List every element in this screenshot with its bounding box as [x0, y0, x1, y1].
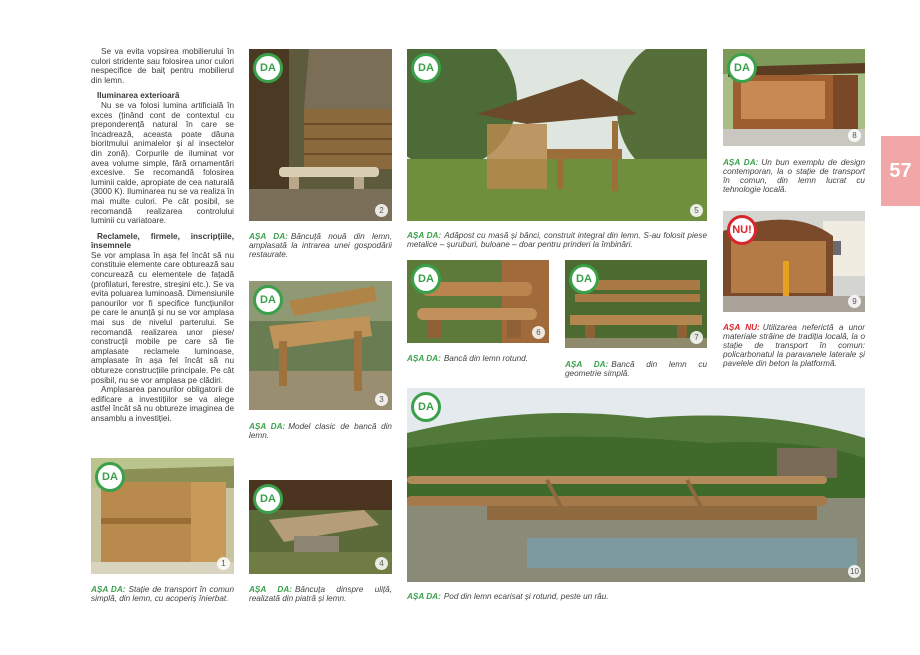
caption-text: Băncuța dinspre uliță, realizată din piatră și lemn. [249, 585, 393, 603]
photo-1-bus-stop-wood [91, 458, 234, 574]
caption-label: AȘA DA: [407, 354, 441, 363]
caption-label: AȘA NU: [723, 323, 760, 332]
page-number-tab: 57 [881, 136, 920, 206]
caption-text: Model clasic de bancă din lemn. [249, 422, 392, 440]
caption-label: AȘA DA: [565, 360, 609, 369]
caption-text: Băncuță nouă din lemn, amplasată la intrarea unei gospodării restaurate. [249, 232, 393, 259]
caption-text: Adăpost cu masă și bănci, construit integral din lemn. S-au folosit piese metalice – șuruburi, buloane – doar pentru prinderi la îmbinări. [407, 231, 707, 249]
photo-8-contemporary-bus-stop [723, 49, 865, 146]
badge-yes: DA [95, 462, 125, 492]
photo-6-round-log-bench [407, 260, 549, 343]
photo-number: 6 [532, 326, 545, 339]
photo-number: 2 [375, 204, 388, 217]
caption-text: Bancă din lemn cu geometrie simplă. [565, 360, 708, 378]
badge-yes: DA [411, 53, 441, 83]
photo-number: 3 [375, 393, 388, 406]
photo-number: 5 [690, 204, 703, 217]
photo-4-stone-bench [249, 480, 392, 574]
badge-yes: DA [411, 392, 441, 422]
heading-lighting: Iluminarea exterioară [97, 91, 180, 101]
paragraph-furniture: Se va evita vopsirea mobilierului în culori stridente sau folosirea unor culori nespecifice de baiț pentru mobilierul din lemn. [91, 47, 234, 85]
badge-yes: DA [411, 264, 441, 294]
photo-3-classic-bench [249, 281, 392, 410]
heading-ads: Reclamele, firmele, inscripțiile, însemnele [91, 231, 234, 251]
photo-9-bad-bus-stop [723, 211, 865, 312]
caption-label: AȘA DA: [407, 231, 442, 240]
photo-10-wooden-bridge [407, 388, 865, 582]
badge-yes: DA [569, 264, 599, 294]
badge-no: NU! [727, 215, 757, 245]
photo-7-simple-bench [565, 260, 707, 348]
caption-7 [565, 360, 707, 378]
badge-yes: DA [253, 484, 283, 514]
caption-text: Stație de transport în comun simplă, din lemn, cu acoperiș înierbat. [91, 585, 235, 603]
text-column [91, 47, 234, 430]
caption-label: AȘA DA: [407, 592, 441, 601]
badge-yes: DA [253, 53, 283, 83]
caption-8 [723, 158, 865, 194]
caption-1 [91, 585, 234, 603]
caption-text: Utilizarea neferictă a unor materiale străine de tradiția locală, la o stație de transport în comun: policarbonatul la paravanele laterale și pavelele din beton la platformă. [723, 323, 866, 368]
caption-label: AȘA DA: [249, 232, 288, 241]
badge-yes: DA [253, 285, 283, 315]
photo-number: 1 [217, 557, 230, 570]
caption-5 [407, 231, 707, 249]
caption-text: Bancă din lemn rotund. [443, 354, 529, 363]
caption-2 [249, 232, 392, 259]
photo-number: 10 [848, 565, 861, 578]
caption-6 [407, 354, 549, 363]
caption-label: AȘA DA: [249, 422, 286, 431]
caption-label: AȘA DA: [249, 585, 292, 594]
caption-4 [249, 585, 392, 603]
photo-number: 9 [848, 295, 861, 308]
caption-label: AȘA DA: [91, 585, 126, 594]
photo-number: 7 [690, 331, 703, 344]
caption-text: Pod din lemn ecarisat și rotund, peste un râu. [443, 592, 609, 601]
caption-10 [407, 592, 865, 601]
caption-3 [249, 422, 392, 440]
caption-label: AȘA DA: [723, 158, 759, 167]
photo-5-wooden-shelter [407, 49, 707, 221]
photo-number: 8 [848, 129, 861, 142]
caption-text: Un bun exemplu de design contemporan, la o stație de transport în comun, din lemn lucrat cu tehnologie locală. [723, 158, 865, 194]
paragraph-ads-2: Amplasarea panourilor obligatorii de edificare a investițiilor se va alege astfel încât să nu obtureze imaginea de ansamblu a investiției. [91, 385, 234, 423]
photo-number: 4 [375, 557, 388, 570]
paragraph-lighting: Nu se va folosi lumina artificială în exces (ținând cont de contextul cu preponderență natural în care se încadrează, aceasta poate dăuna bioritmului animalelor și al insectelor din zonă). Corpurile de iluminat vor avea volume simple, fără ornamentări excesive. Se recomandă folosirea luminii calde, apropiate de cea naturală (3000 K). Iluminarea nu se va realiza în mai multe culori. Pe cât posibil, se recomandă realizarea controlului luminii cu variatoare. [91, 100, 234, 226]
paragraph-ads: Se vor amplasa în așa fel încât să nu constituie elemente care obturează sau concurează cu elementele de fațadă (profilaturi, ferestre, streșini etc.). Se va evita poluarea luminoasă. Dimensiunile panourilor vor fi specifice funcțiunilor pe care le anunță și nu se vor amplasa mai sus de nivelul parterului. Se recomandă realizarea unor piese/ construcții mobile pe care să fie amplasate reclamele luminoase, amplasate în așa fel încât să nu obtureze construcțiile principale. Pe cât posibil, nu se vor amplasa pe clădiri. [91, 250, 234, 385]
photo-2-log-bench [249, 49, 392, 221]
caption-9 [723, 323, 865, 368]
badge-yes: DA [727, 53, 757, 83]
